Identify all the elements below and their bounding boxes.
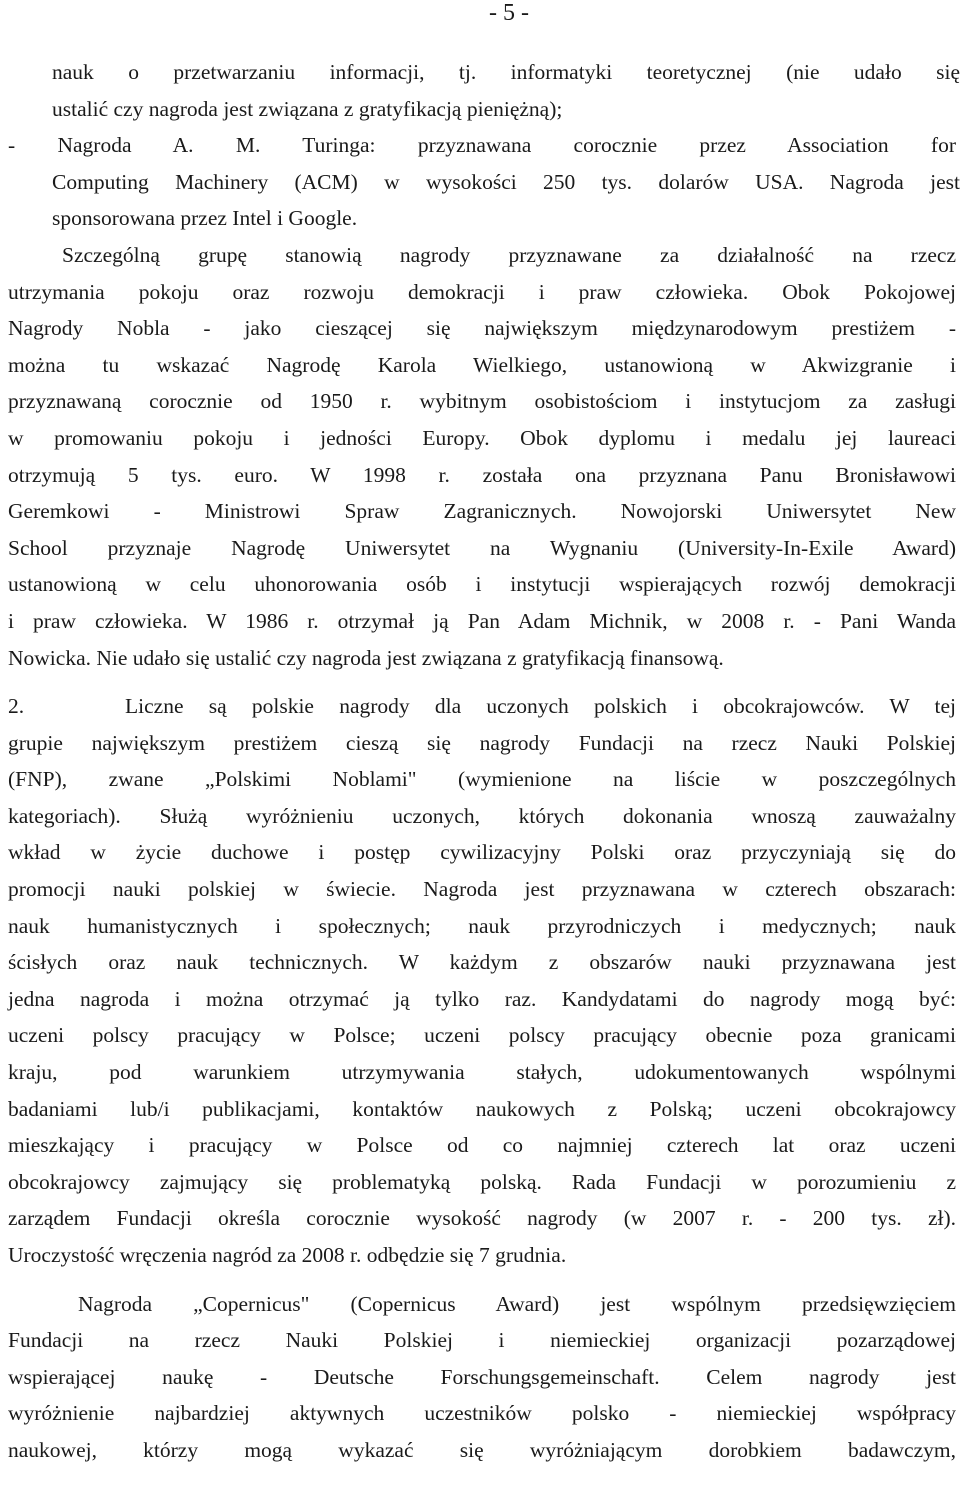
text-line: Geremkowi - Ministrowi Spraw Zagranicznych. Nowojorski Uniwersytet New <box>8 499 956 524</box>
text-line: sponsorowana przez Intel i Google. <box>52 206 358 231</box>
text-line: Nagroda „Copernicus" (Copernicus Award) jest wspólnym przedsięwzięciem <box>78 1291 956 1316</box>
text-line: grupie największym prestiżem cieszą się nagrody Fundacji na rzecz Nauki Polskiej <box>8 730 956 755</box>
page-body <box>0 54 960 1469</box>
text-line: Szczególną grupę stanowią nagrody przyznawane za działalność na rzecz <box>62 242 956 267</box>
text-line: wspierającej naukę - Deutsche Forschungsgemeinschaft. Celem nagrody jest <box>8 1364 956 1389</box>
text-line: zarządem Fundacji określa corocznie wysokość nagrody (w 2007 r. - 200 tys. zł). <box>8 1206 956 1231</box>
text-line: badaniami lub/i publikacjami, kontaktów naukowych z Polską; uczeni obcokrajowcy <box>8 1096 956 1121</box>
text-line: School przyznaje Nagrodę Uniwersytet na Wygnaniu (University-In-Exile Award) <box>8 535 956 560</box>
text-line: Nowicka. Nie udało się ustalić czy nagroda jest związana z gratyfikacją finansową. <box>8 645 724 670</box>
fnp-awards-paragraph <box>0 688 960 1274</box>
text-line: kraju, pod warunkiem utrzymywania stałych, udokumentowanych wspólnymi <box>8 1060 956 1085</box>
text-line: nauk humanistycznych i społecznych; nauk przyrodniczych i medycznych; nauk <box>8 913 956 938</box>
text-line: ścisłych oraz nauk technicznych. W każdym z obszarów nauki przyznawana jest <box>8 950 956 975</box>
text-line: wyróżnienie najbardziej aktywnych uczestników polsko - niemieckiej współpracy <box>8 1401 956 1426</box>
text-line: i praw człowieka. W 1986 r. otrzymał ją Pan Adam Michnik, w 2008 r. - Pani Wanda <box>8 608 956 633</box>
page-number: - 5 - <box>489 0 529 26</box>
text-line: - Nagroda A. M. Turinga: przyznawana corocznie przez Association for <box>8 133 956 158</box>
text-line: w promowaniu pokoju i jedności Europy. Obok dyplomu i medalu jej laureaci <box>8 425 956 450</box>
turing-award-item <box>0 127 960 237</box>
intro-block <box>0 54 960 127</box>
text-line: uczeni polscy pracujący w Polsce; uczeni polscy pracujący obecnie poza granicami <box>8 1023 956 1048</box>
paragraph-gap <box>0 1274 960 1286</box>
text-line: promocji nauki polskiej w świecie. Nagroda jest przyznawana w czterech obszarach: <box>8 877 956 902</box>
text-line: kategoriach). Służą wyróżnieniu uczonych, których dokonania wnoszą zauważalny <box>8 803 956 828</box>
text-line: obcokrajowcy zajmujący się problematyką polską. Rada Fundacji w porozumieniu z <box>8 1169 956 1194</box>
text-line: utrzymania pokoju oraz rozwoju demokracji i praw człowieka. Obok Pokojowej <box>8 279 956 304</box>
text-line: ustalić czy nagroda jest związana z gratyfikacją pieniężną); <box>52 96 563 121</box>
text-line: można tu wskazać Nagrodę Karola Wielkiego, ustanowioną w Akwizgranie i <box>8 352 956 377</box>
text-line: przyznawaną corocznie od 1950 r. wybitnym osobistościom i instytucjom za zasługi <box>8 389 956 414</box>
text-line: Computing Machinery (ACM) w wysokości 250 tys. dolarów USA. Nagroda jest <box>52 169 960 194</box>
text-line: nauk o przetwarzaniu informacji, tj. informatyki teoretycznej (nie udało się <box>52 60 960 84</box>
text-line: Fundacji na rzecz Nauki Polskiej i niemieckiej organizacji pozarządowej <box>8 1328 956 1353</box>
text-line: Nagrody Nobla - jako cieszącej się największym międzynarodowym prestiżem - <box>8 316 956 341</box>
text-line: naukowej, którzy mogą wykazać się wyróżniającym dorobkiem badawczym, <box>8 1437 956 1462</box>
text-line: Uroczystość wręczenia nagród za 2008 r. odbędzie się 7 grudnia. <box>8 1243 567 1267</box>
text-line: jedna nagroda i można otrzymać ją tylko raz. Kandydatami do nagrody mogą być: <box>8 986 956 1011</box>
text-line: 2. Liczne są polskie nagrody dla uczonych polskich i obcokrajowców. W tej <box>8 694 956 719</box>
paragraph-gap <box>0 676 960 688</box>
text-line: otrzymują 5 tys. euro. W 1998 r. została ona przyznana Panu Bronisławowi <box>8 462 956 487</box>
text-line: wkład w życie duchowe i postęp cywilizacyjny Polski oraz przyczyniają się do <box>8 840 956 865</box>
text-line: mieszkający i pracujący w Polsce od co najmniej czterech lat oraz uczeni <box>8 1133 956 1158</box>
peace-awards-paragraph <box>0 237 960 676</box>
text-line: (FNP), zwane „Polskimi Noblami" (wymienione na liście w poszczególnych <box>8 767 956 792</box>
copernicus-award-paragraph <box>0 1286 960 1469</box>
text-line: ustanowioną w celu uhonorowania osób i instytucji wspierających rozwój demokracji <box>8 572 956 597</box>
